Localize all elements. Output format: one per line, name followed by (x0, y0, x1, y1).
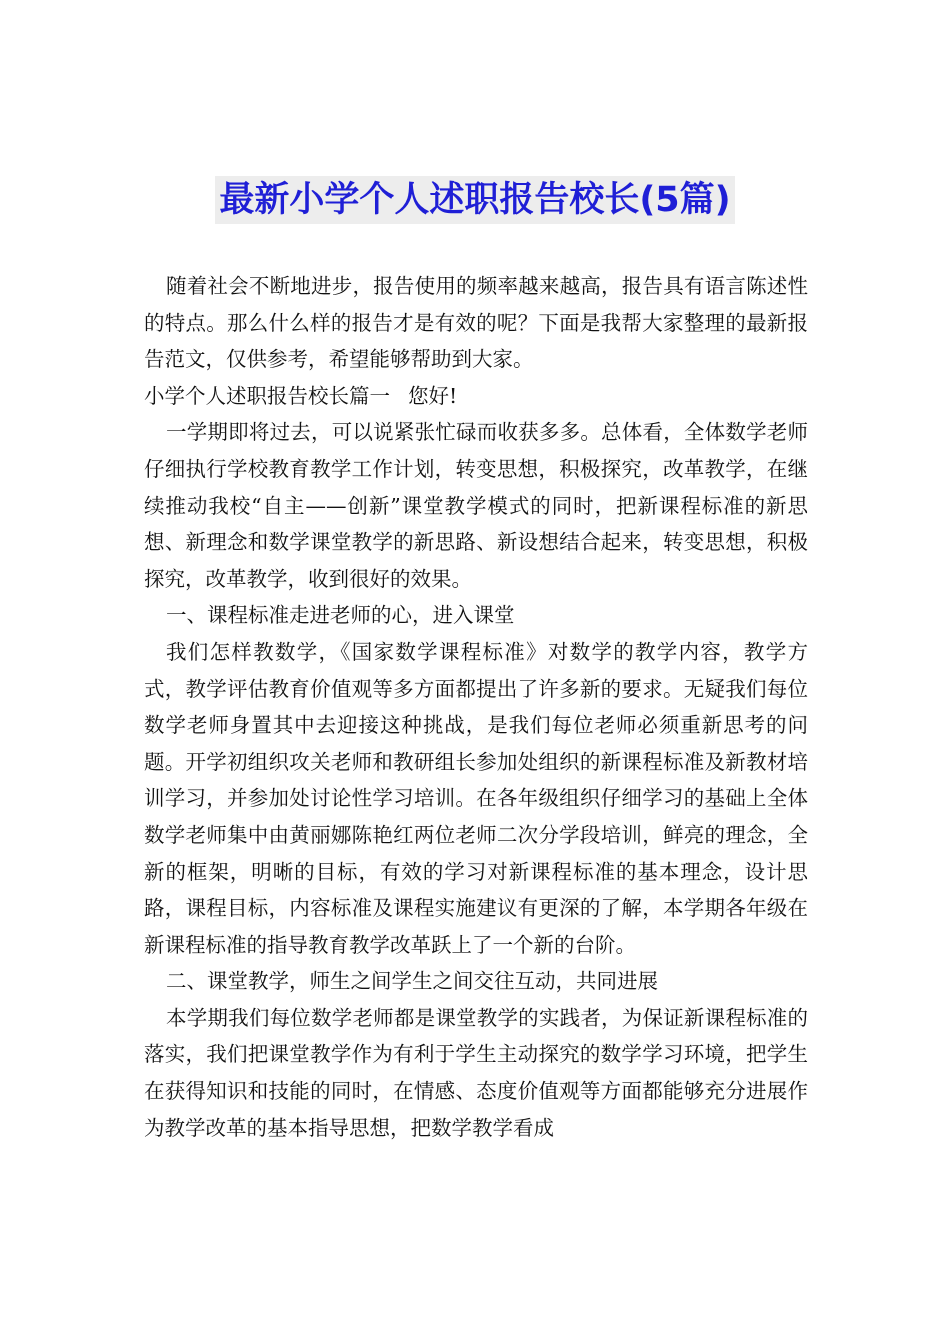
part-heading: 小学个人述职报告校长篇一 (144, 383, 390, 408)
document-body (144, 268, 808, 1146)
intro-paragraph: 随着社会不断地进步，报告使用的频率越来越高，报告具有语言陈述性的特点。那么什么样的报告才是有效的呢？下面是我帮大家整理的最新报告范文，仅供参考，希望能够帮助到大家。 (144, 274, 808, 372)
greeting: 您好! (408, 383, 458, 408)
paragraph-3: 本学期我们每位数学老师都是课堂教学的实践者，为保证新课程标准的落实，我们把课堂教学作为有利于学生主动探究的数学学习环境，把学生在获得知识和技能的同时，在情感、态度价值观等方面都能够充分进展作为教学改革的基本指导思想，把数学教学看成 (144, 1005, 808, 1140)
section-2-heading: 二、课堂教学，师生之间学生之间交往互动，共同进展 (166, 969, 658, 994)
paragraph-2: 我们怎样教数学，《国家数学课程标准》对数学的教学内容，教学方式，教学评估教育价值观等多方面都提出了许多新的要求。无疑我们每位数学老师身置其中去迎接这种挑战，是我们每位老师必须重新思考的问题。开学初组织攻关老师和教研组长参加处组织的新课程标准及新教材培训学习，并参加处讨论性学习培训。在各年级组织仔细学习的基础上全体数学老师集中由黄丽娜陈艳红两位老师二次分学段培训，鲜亮的理念，全新的框架，明晰的目标，有效的学习对新课程标准的基本理念，设计思路，课程目标，内容标准及课程实施建议有更深的了解，本学期各年级在新课程标准的指导教育教学改革跃上了一个新的台阶。 (144, 639, 808, 957)
paragraph-1: 一学期即将过去，可以说紧张忙碌而收获多多。总体看，全体数学老师仔细执行学校教育教学工作计划，转变思想，积极探究，改革教学，在继续推动我校“自主——创新”课堂教学模式的同时，把新课程标准的新思想、新理念和数学课堂教学的新思路、新设想结合起来，转变思想，积极探究，改革教学，收到很好的效果。 (144, 420, 808, 591)
title-container (0, 176, 950, 224)
part-heading-line (144, 378, 808, 415)
document-title: 最新小学个人述职报告校长(5篇) (215, 176, 734, 224)
section-1-heading: 一、课程标准走进老师的心，进入课堂 (166, 603, 515, 628)
